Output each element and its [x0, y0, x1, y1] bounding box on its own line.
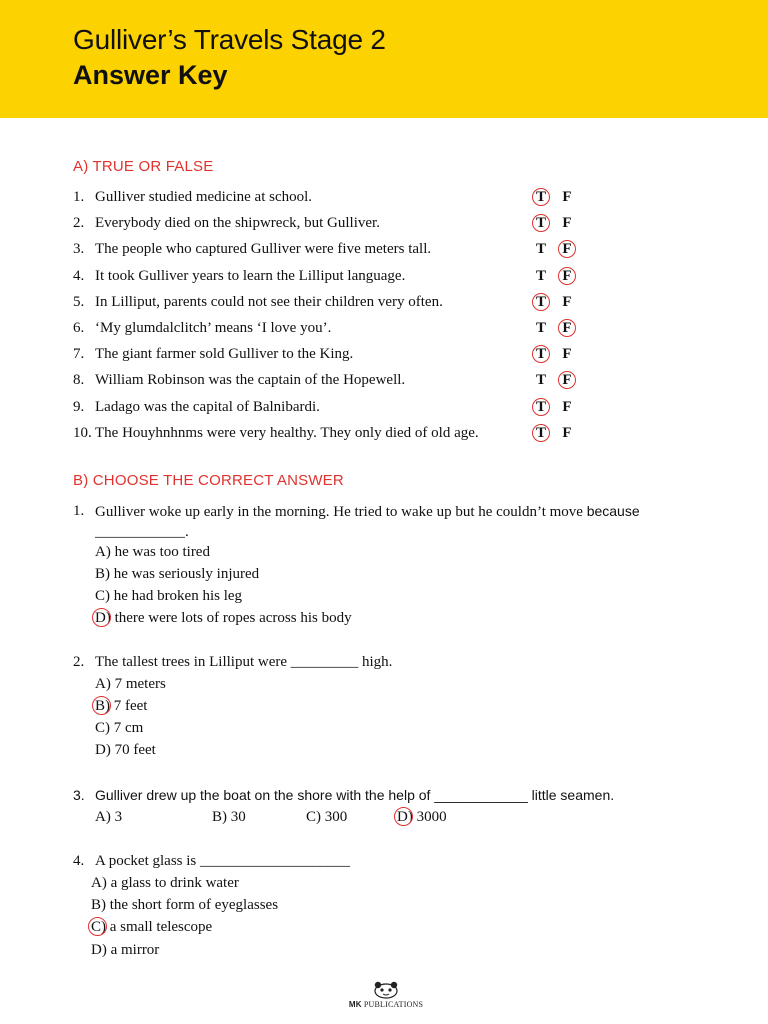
true-option: T [535, 372, 546, 389]
true-false-item [73, 317, 673, 339]
question-1-option-d: D) there were lots of ropes across his body [95, 607, 352, 629]
question-3-text: Gulliver drew up the boat on the shore with the help of ____________ little seamen. [95, 787, 615, 803]
question-2-option-c: C) 7 cm [95, 720, 144, 736]
false-option: F [559, 369, 575, 391]
red-circle-mark [532, 188, 550, 206]
true-false-item [73, 396, 673, 418]
item-number: 8. [73, 372, 85, 389]
item-statement: ‘My glumdalclitch’ means ‘I love you’. [95, 320, 332, 336]
true-false-item [73, 422, 673, 444]
item-statement: The people who captured Gulliver were five meters tall. [95, 241, 432, 258]
page-subtitle: Answer Key [73, 60, 228, 90]
question-4-option-c: C) a small telescope [91, 916, 212, 938]
question-1-text [95, 500, 640, 523]
red-circle-mark [532, 424, 550, 442]
question-2-option-a: A) 7 meters [95, 676, 166, 692]
true-option: T [533, 422, 549, 444]
question-3-option-c: C) 300 [306, 809, 348, 825]
item-number: 3. [73, 241, 85, 258]
question-3-number: 3. [73, 787, 85, 803]
red-circle-mark [558, 319, 576, 337]
false-option: F [562, 398, 572, 415]
red-circle-mark [558, 240, 576, 258]
question-1-stem-tail: because [586, 503, 640, 519]
publisher-logo-icon [371, 980, 401, 1000]
true-option: T [535, 241, 546, 258]
question-1-option-b: B) he was seriously injured [95, 566, 260, 582]
true-option: T [533, 212, 549, 234]
question-1-option-c: C) he had broken his leg [95, 588, 243, 604]
question-2-option-b: B) 7 feet [95, 695, 147, 717]
true-option: T [533, 343, 549, 365]
item-statement: Ladago was the capital of Balnibardi. [95, 398, 320, 415]
question-4-text: A pocket glass is ____________________ [95, 853, 350, 869]
true-false-item [73, 186, 673, 208]
item-number: 2. [73, 215, 85, 232]
question-4-option-d: D) a mirror [91, 942, 160, 958]
item-statement: William Robinson was the captain of the Hopewell. [95, 372, 406, 389]
true-false-item [73, 238, 673, 260]
question-3-option-a: A) 3 [95, 809, 123, 825]
item-statement: In Lilliput, parents could not see their children very often. [95, 293, 443, 310]
red-circle-mark [558, 371, 576, 389]
question-1-number: 1. [73, 503, 85, 519]
true-false-item [73, 265, 673, 287]
red-circle-mark [532, 398, 550, 416]
item-number: 6. [73, 320, 85, 336]
false-option: F [559, 265, 575, 287]
item-statement: The giant farmer sold Gulliver to the King. [95, 346, 354, 363]
false-option: F [562, 189, 572, 205]
true-false-item [73, 212, 673, 234]
true-false-item [73, 343, 673, 365]
red-circle-mark [394, 807, 413, 826]
item-number: 7. [73, 346, 85, 363]
question-3-option-d: D) 3000 [397, 806, 447, 828]
section-b-heading: B) CHOOSE THE CORRECT ANSWER [73, 472, 344, 489]
true-false-item [73, 291, 673, 313]
item-statement: It took Gulliver years to learn the Lilliput language. [95, 267, 406, 284]
false-option: F [562, 293, 572, 310]
true-option: T [533, 291, 549, 313]
false-option: F [562, 346, 572, 363]
red-circle-mark [92, 696, 111, 715]
question-4-option-b: B) the short form of eyeglasses [91, 897, 279, 913]
false-option: F [562, 424, 572, 441]
red-circle-mark [558, 267, 576, 285]
page-title: Gulliver’s Travels Stage 2 [73, 24, 386, 55]
true-option: T [533, 186, 549, 208]
question-1-option-a: A) he was too tired [95, 544, 210, 560]
item-statement: Everybody died on the shipwreck, but Gulliver. [95, 215, 380, 232]
header-banner [0, 0, 768, 118]
false-option: F [562, 215, 572, 232]
item-number: 1. [73, 189, 85, 205]
true-option: T [533, 396, 549, 418]
answer-circle-q2: B) [95, 695, 110, 717]
true-false-item [73, 369, 673, 391]
publisher-footer [344, 980, 428, 1009]
question-3-option-b: B) 30 [212, 809, 246, 825]
question-1-stem: Gulliver woke up early in the morning. He tried to wake up but he couldn’t move [95, 504, 583, 520]
false-option: F [559, 238, 575, 260]
question-2-option-d: D) 70 feet [95, 742, 156, 758]
section-a-heading: A) TRUE OR FALSE [73, 158, 214, 175]
red-circle-mark [532, 293, 550, 311]
item-statement: Gulliver studied medicine at school. [95, 189, 313, 205]
answer-circle-q1: D) [95, 607, 111, 629]
question-4-option-a: A) a glass to drink water [91, 875, 239, 891]
item-number: 10. [73, 424, 92, 441]
question-1-blank: ____________. [95, 524, 189, 540]
red-circle-mark [532, 345, 550, 363]
question-2-text: The tallest trees in Lilliput were _________ high. [95, 654, 393, 670]
question-4-number: 4. [73, 853, 85, 869]
item-number: 5. [73, 293, 85, 310]
publisher-name: MK PUBLICATIONS [348, 1000, 424, 1009]
red-circle-mark [532, 214, 550, 232]
item-statement: The Houyhnhnms were very healthy. They only died of old age. [95, 424, 479, 441]
answer-circle-q3: D) [397, 806, 413, 828]
true-option: T [535, 267, 546, 284]
answer-circle-q4: C) [91, 916, 106, 938]
red-circle-mark [92, 608, 111, 627]
question-2-number: 2. [73, 654, 85, 670]
true-option: T [535, 320, 546, 336]
item-number: 4. [73, 267, 85, 284]
false-option: F [559, 317, 575, 339]
item-number: 9. [73, 398, 85, 415]
red-circle-mark [88, 917, 107, 936]
